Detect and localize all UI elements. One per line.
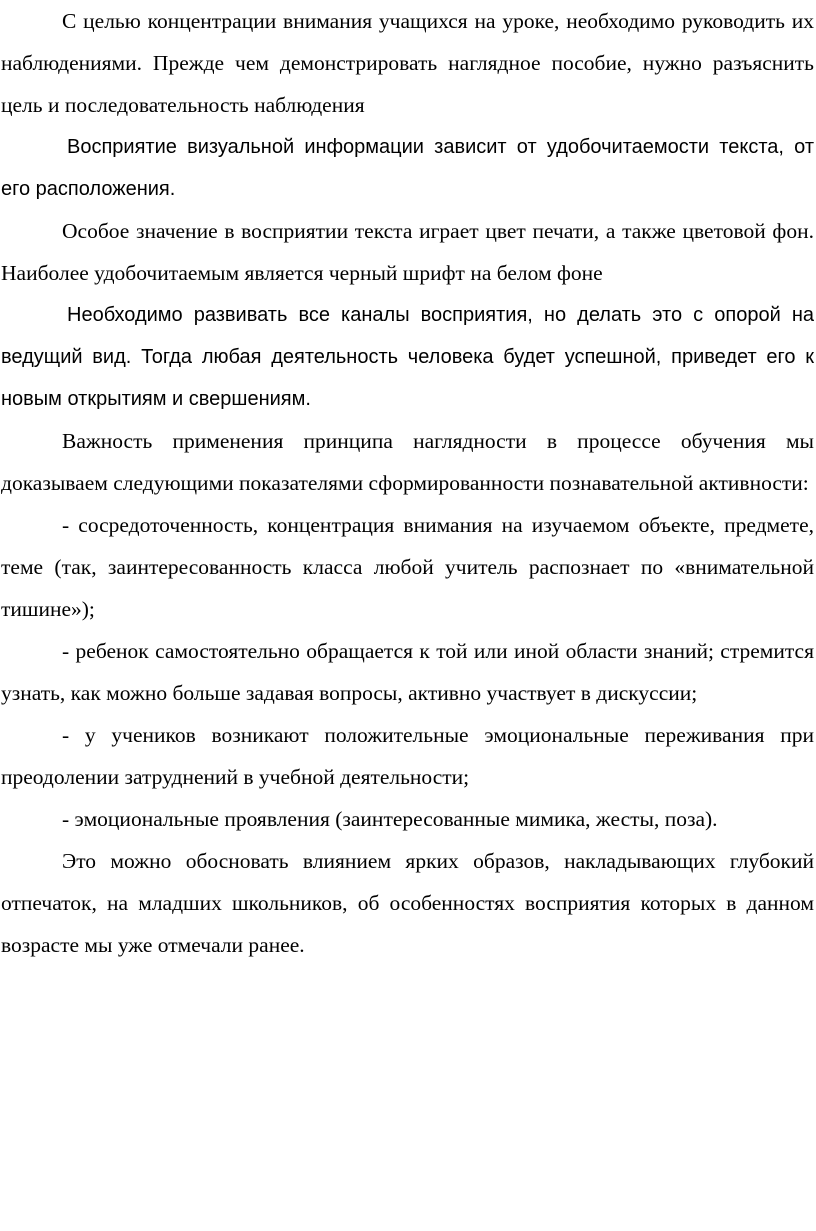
paragraph-5: Важность применения принципа наглядности в процессе обучения мы доказываем следующими показателями сформированности познавательной активности:	[1, 429, 814, 495]
paragraph-1: С целью концентрации внимания учащихся на уроке, необходимо руководить их наблюдениями. Прежде чем демонстрировать наглядное пособие, нужно разъяснить цель и последовательность наблюдения	[1, 9, 814, 117]
list-item-independence: - ребенок самостоятельно обращается к той или иной области знаний; стремится узнать, как можно больше задавая вопросы, активно участвует в дискуссии;	[1, 639, 814, 705]
paragraph-3: Особое значение в восприятии текста играет цвет печати, а также цветовой фон. Наиболее удобочитаемым является черный шрифт на белом фоне	[1, 219, 814, 285]
paragraph-4: Необходимо развивать все каналы восприятия, но делать это с опорой на ведущий вид. Тогда любая деятельность человека будет успешной, приведет его к новым открытиям и свершениям.	[1, 304, 814, 410]
list-item-focus: - сосредоточенность, концентрация внимания на изучаемом объекте, предмете, теме (так, заинтересованность класса любой учитель распознает по «внимательной тишине»);	[1, 513, 814, 621]
paragraph-2: Восприятие визуальной информации зависит от удобочитаемости текста, от его расположения.	[1, 136, 814, 200]
list-item-emotions: - у учеников возникают положительные эмоциональные переживания при преодолении затруднений в учебной деятельности;	[1, 723, 814, 789]
list-item-expressions: - эмоциональные проявления (заинтересованные мимика, жесты, поза).	[62, 807, 718, 831]
paragraph-conclusion: Это можно обосновать влиянием ярких образов, накладывающих глубокий отпечаток, на младших школьников, об особенностях восприятия которых в данном возрасте мы уже отмечали ранее.	[1, 849, 814, 957]
